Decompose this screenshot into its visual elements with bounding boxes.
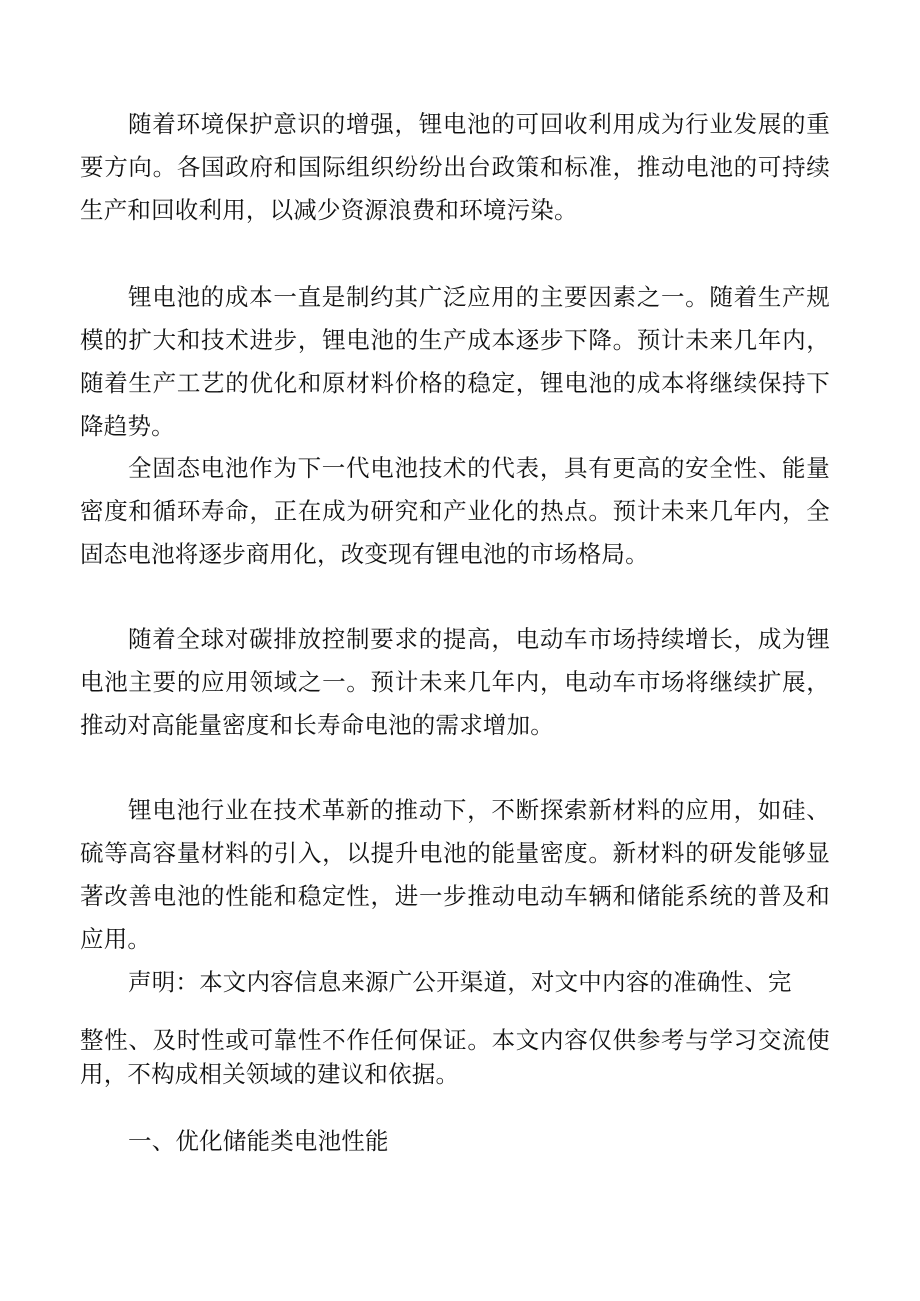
disclaimer-continuation: 整性、及时性或可靠性不作任何保证。本文内容仅供参考与学习交流使用，不构成相关领域的建议和依据。 [80, 1026, 830, 1088]
section-heading: 一、优化储能类电池性能 [128, 1127, 389, 1155]
paragraph-solid-state: 全固态电池作为下一代电池技术的代表，具有更高的安全性、能量密度和循环寿命，正在成为研究和产业化的热点。预计未来几年内，全固态电池将逐步商用化，改变现有锂电池的市场格局。 [80, 454, 830, 568]
paragraph-new-materials: 锂电池行业在技术革新的推动下，不断探索新材料的应用，如硅、硫等高容量材料的引入，以提升电池的能量密度。新材料的研发能够显著改善电池的性能和稳定性，进一步推动电动车辆和储能系统的普及和应用。 [80, 796, 830, 953]
paragraph-ev-market: 随着全球对碳排放控制要求的提高，电动车市场持续增长，成为锂电池主要的应用领域之一。预计未来几年内，电动车市场将继续扩展，推动对高能量密度和长寿命电池的需求增加。 [80, 625, 830, 739]
paragraph-cost: 锂电池的成本一直是制约其广泛应用的主要因素之一。随着生产规模的扩大和技术进步，锂电池的生产成本逐步下降。预计未来几年内，随着生产工艺的优化和原材料价格的稳定，锂电池的成本将继续保持下降趋势。 [80, 283, 830, 440]
disclaimer-first-line: 声明：本文内容信息来源广公开渠道，对文中内容的准确性、完 [128, 968, 792, 996]
paragraph-recycling: 随着环境保护意识的增强，锂电池的可回收利用成为行业发展的重要方向。各国政府和国际组织纷纷出台政策和标准，推动电池的可持续生产和回收利用，以减少资源浪费和环境污染。 [80, 110, 830, 224]
